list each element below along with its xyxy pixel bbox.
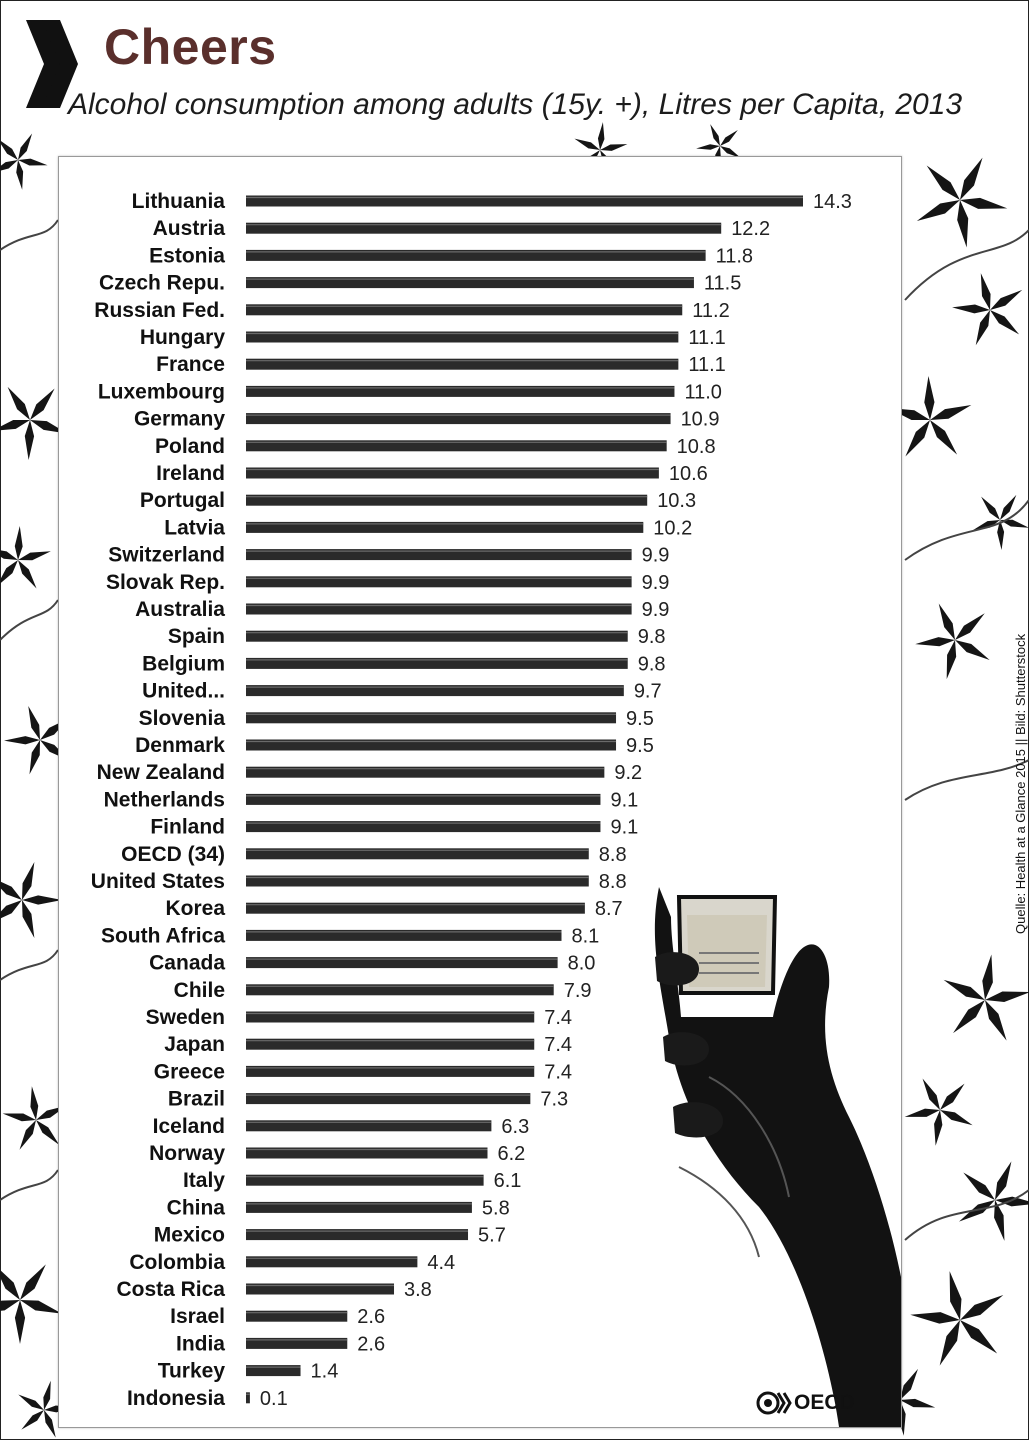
maple-leaf-shape	[917, 158, 1007, 248]
category-label: Denmark	[135, 734, 225, 757]
maple-leaf-shape	[959, 1161, 1029, 1241]
value-label: 10.2	[653, 517, 693, 540]
category-label: Korea	[165, 897, 225, 921]
oecd-globe-icon	[756, 1390, 792, 1416]
bar-chart	[59, 157, 901, 1427]
value-label: 11.5	[703, 272, 742, 295]
value-label: 8.8	[598, 871, 627, 893]
value-label: 2.6	[357, 1333, 386, 1356]
value-label: 9.5	[626, 735, 654, 757]
category-label: Indonesia	[126, 1386, 225, 1410]
category-label: Spain	[167, 625, 225, 649]
category-label: Japan	[164, 1033, 225, 1057]
maple-leaf-shape	[0, 862, 62, 938]
value-label: 7.4	[544, 1034, 573, 1057]
value-label: 5.8	[481, 1197, 510, 1220]
category-label: Slovenia	[138, 706, 225, 730]
oecd-logo-text: OECD	[794, 1391, 855, 1414]
grass-stroke	[0, 1170, 58, 1200]
category-label: Australia	[135, 598, 225, 621]
value-label: 2.6	[357, 1306, 386, 1329]
value-label: 5.7	[478, 1224, 506, 1247]
category-label: Hungary	[139, 326, 225, 349]
category-label: Czech Repu.	[98, 271, 225, 295]
value-label: 7.9	[563, 979, 592, 1002]
category-label: Israel	[170, 1305, 225, 1329]
value-label: 11.1	[688, 327, 726, 349]
value-label: 9.9	[641, 544, 670, 567]
value-label: 12.2	[731, 218, 771, 241]
category-label: Chile	[173, 978, 225, 1002]
category-label: France	[156, 353, 225, 377]
category-label: Canada	[149, 951, 225, 975]
value-label: 6.3	[501, 1115, 530, 1138]
value-label: 6.2	[497, 1143, 526, 1165]
category-label: Poland	[154, 434, 225, 458]
value-label: 4.4	[427, 1251, 456, 1274]
maple-leaf-shape	[915, 603, 989, 679]
maple-leaf-shape	[910, 1271, 1003, 1366]
maple-leaf-shape	[905, 1079, 973, 1146]
value-label: 1.4	[310, 1360, 339, 1383]
category-label: Belgium	[142, 652, 225, 676]
maple-leaf-shape	[0, 526, 51, 588]
hand-holding-shot-glass	[655, 887, 901, 1427]
category-label: Norway	[149, 1142, 225, 1165]
category-label: Switzerland	[108, 543, 225, 567]
category-label: Greece	[153, 1060, 225, 1084]
value-label: 8.1	[571, 925, 600, 948]
source-note: Quelle: Health at a Glance 2015 || Bild: Shutterstock	[1013, 633, 1028, 934]
chart-subtitle: Alcohol consumption among adults (15y. +), Litres per Capita, 2013	[68, 88, 963, 121]
value-label: 11.0	[684, 381, 722, 404]
category-label: Russian Fed.	[94, 298, 225, 322]
category-label: Lithuania	[131, 190, 225, 213]
value-label: 11.8	[715, 245, 754, 268]
category-label: Sweden	[145, 1006, 225, 1029]
value-label: 7.3	[540, 1088, 569, 1111]
category-label: Germany	[133, 407, 225, 431]
value-label: 9.8	[637, 653, 666, 676]
value-label: 11.2	[692, 299, 730, 322]
category-label: Brazil	[167, 1087, 225, 1111]
category-label: Austria	[152, 217, 225, 241]
grass-stroke	[0, 600, 58, 640]
category-label: United...	[142, 679, 225, 703]
category-label: Costa Rica	[116, 1278, 225, 1301]
category-label: New Zealand	[96, 761, 225, 785]
value-label: 9.1	[610, 816, 639, 839]
value-label: 14.3	[813, 191, 852, 213]
value-label: 9.9	[641, 571, 670, 594]
grass-stroke	[905, 760, 1029, 800]
category-label: Finland	[150, 815, 225, 839]
value-label: 9.1	[610, 789, 639, 812]
value-label: 10.8	[676, 435, 716, 458]
page-title: Cheers	[104, 19, 277, 75]
category-label: Netherlands	[103, 788, 225, 812]
maple-leaf-shape	[0, 134, 48, 190]
category-label: Turkey	[157, 1359, 225, 1383]
category-label: OECD (34)	[121, 842, 225, 866]
value-label: 9.9	[641, 599, 670, 621]
category-label: Portugal	[139, 489, 225, 513]
category-label: Luxembourg	[97, 380, 225, 404]
maple-leaf-shape	[952, 273, 1022, 345]
category-label: Ireland	[156, 462, 225, 485]
value-label: 3.8	[404, 1279, 432, 1301]
value-label: 8.7	[594, 898, 623, 921]
value-label: 9.7	[633, 680, 662, 703]
value-label: 10.3	[657, 490, 697, 513]
category-label: Iceland	[152, 1114, 225, 1138]
value-label: 9.5	[626, 707, 654, 730]
value-label: 8.8	[598, 843, 627, 866]
maple-leaf-shape	[0, 1264, 62, 1344]
maple-leaf-shape	[944, 954, 1029, 1040]
value-label: 6.1	[493, 1170, 522, 1193]
value-label: 8.0	[567, 952, 596, 975]
category-label: India	[175, 1332, 225, 1356]
value-label: 9.8	[637, 626, 666, 649]
category-label: Latvia	[164, 516, 225, 540]
category-label: Estonia	[149, 244, 225, 268]
category-label: Slovak Rep.	[105, 570, 225, 594]
value-label: 11.1	[688, 354, 726, 377]
oecd-logo	[756, 1390, 855, 1416]
value-label: 10.6	[668, 463, 708, 485]
category-label: Mexico	[153, 1223, 225, 1247]
chart-panel	[58, 156, 902, 1428]
value-label: 9.2	[614, 762, 643, 785]
category-label: United States	[90, 870, 225, 893]
grass-stroke	[0, 220, 58, 250]
bars-layer	[91, 190, 852, 1410]
grass-stroke	[0, 950, 58, 980]
category-label: Italy	[182, 1169, 225, 1193]
value-label: 7.4	[544, 1007, 573, 1029]
value-label: 7.4	[544, 1061, 573, 1084]
value-label: 10.9	[680, 408, 720, 431]
category-label: Colombia	[129, 1250, 225, 1274]
value-label: 0.1	[259, 1387, 288, 1410]
category-label: South Africa	[100, 924, 225, 948]
category-label: China	[166, 1196, 225, 1220]
